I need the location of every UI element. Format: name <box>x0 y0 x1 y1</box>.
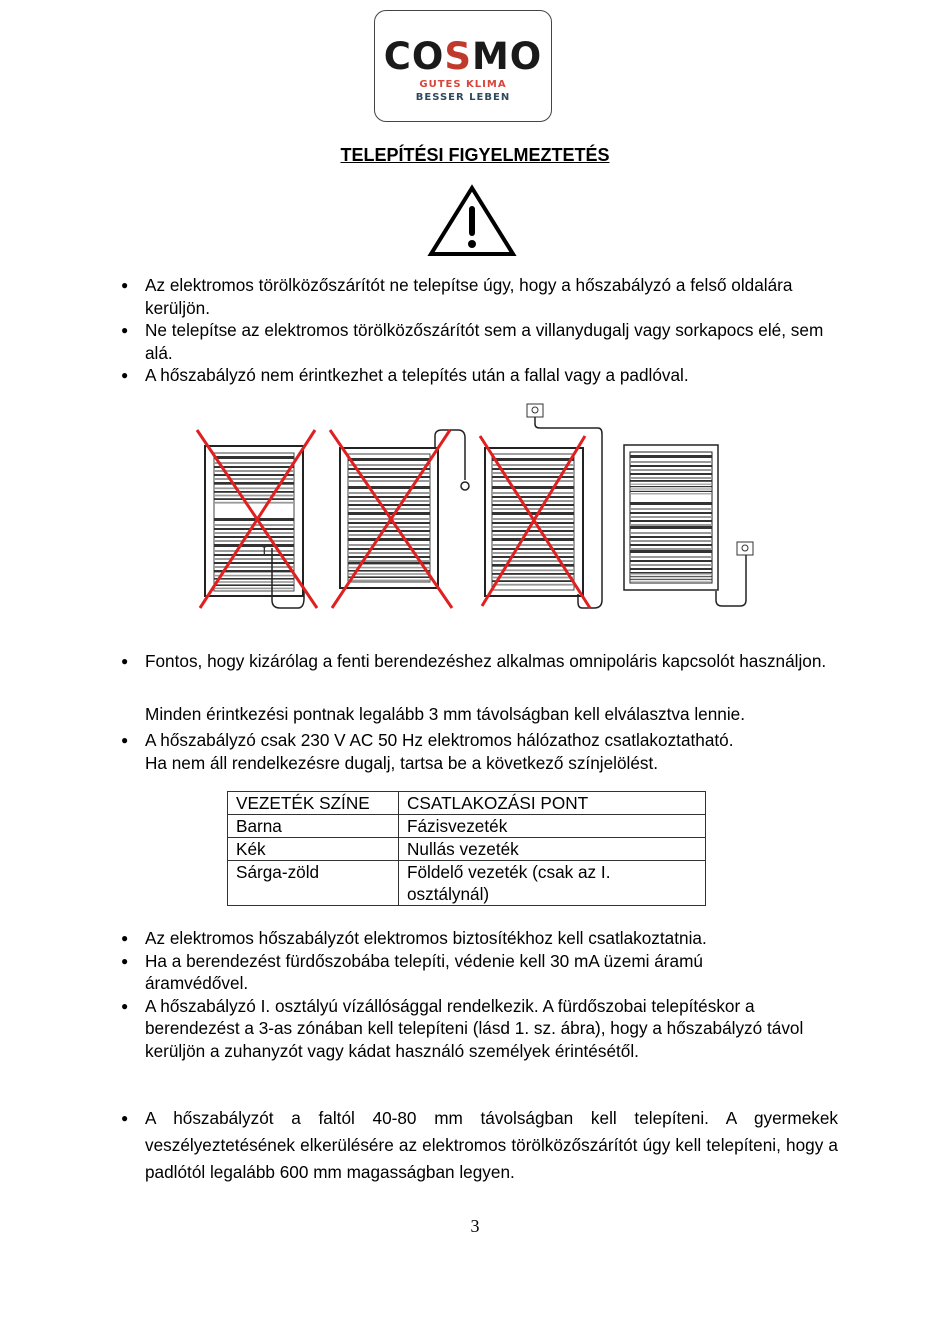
list-item: ● A hőszabályzó nem érintkezhet a telepítés után a fallal vagy a padlóval. <box>121 365 689 385</box>
list-item: ● Fontos, hogy kizárólag a fenti berendezéshez alkalmas omnipoláris kapcsolót használjon. <box>121 651 827 671</box>
list-item: ● Ne telepítse az elektromos törölközőszárítót sem a villanydugalj vagy sorkapocs elé, sem alá. <box>121 320 824 363</box>
svg-text:I: I <box>262 545 267 560</box>
electrical-protection-list <box>120 927 838 1062</box>
contact-separation-note <box>120 703 838 725</box>
wire-color-table <box>227 791 706 906</box>
installation-warnings-list <box>120 274 838 387</box>
logo-tagline-1: GUTES KLIMA <box>419 79 507 90</box>
towel-warmer-correct <box>624 445 753 606</box>
header-wire-color: VEZETÉK SZÍNE <box>228 792 399 815</box>
list-item: ● A hőszabályzót a faltól 40-80 mm távolságban kell telepíteni. A gyermekek veszélyeztetésének elkerülésére az elektromos törölközőszárítót úgy kell telepíteni, hogy a padlótól legalább 600 mm magasságban legyen. <box>121 1108 838 1182</box>
list-item: ● A hőszabályzó csak 230 V AC 50 Hz elektromos hálózathoz csatlakoztatható. Ha nem áll rendelkezésre dugalj, tartsa be a következő színjelölést. <box>121 730 734 773</box>
cell: Fázisvezeték <box>399 815 706 838</box>
towel-warmer-socket-above <box>480 404 602 608</box>
warning-triangle-icon <box>427 184 517 258</box>
list-item: ● A hőszabályzó I. osztályú vízállósággal rendelkezik. A fürdőszobai telepítéskor a berendezést a 3-as zónában kell telepíteni (lásd 1. sz. ábra), hogy a hőszabályzó távol kerüljön a zuhanyzót vagy kádat használó személyek érintésétől. <box>121 995 804 1061</box>
table-row <box>228 861 706 906</box>
header-connection-point: CSATLAKOZÁSI PONT <box>399 792 706 815</box>
page-title: TELEPÍTÉSI FIGYELMEZTETÉS <box>340 145 610 165</box>
cell: Barna <box>228 815 399 838</box>
mounting-distance-list <box>120 1105 838 1186</box>
brand-logo <box>374 10 552 122</box>
cell: Földelő vezeték (csak az I. osztálynál) <box>399 861 706 906</box>
note-text: Minden érintkezési pontnak legalább 3 mm távolságban kell elválasztva lennie. <box>145 704 746 724</box>
table-row <box>228 838 706 861</box>
logo-wordmark: COSMO <box>383 35 543 78</box>
table-row <box>228 815 706 838</box>
towel-warmer-thermostat-side <box>197 430 317 608</box>
cell: Nullás vezeték <box>399 838 706 861</box>
page-number: 3 <box>470 1216 480 1236</box>
list-item: ● Az elektromos hőszabályzót elektromos biztosítékhoz kell csatlakoztatnia. <box>121 928 707 948</box>
cell: Kék <box>228 838 399 861</box>
towel-warmer-cable-top <box>330 430 469 608</box>
installation-diagram <box>190 398 770 613</box>
table-header-row <box>228 792 706 815</box>
logo-tagline-2: BESSER LEBEN <box>415 92 511 103</box>
list-item: ● Az elektromos törölközőszárítót ne telepítse úgy, hogy a hőszabályzó a felső oldalára kerüljön. <box>121 275 793 318</box>
mains-requirements-list <box>120 729 838 774</box>
cell: Sárga-zöld <box>228 861 399 906</box>
list-item: ● Ha a berendezést fürdőszobába telepíti, védenie kell 30 mA üzemi áramú áramvédővel. <box>121 950 703 993</box>
switch-requirements-list <box>120 648 838 675</box>
